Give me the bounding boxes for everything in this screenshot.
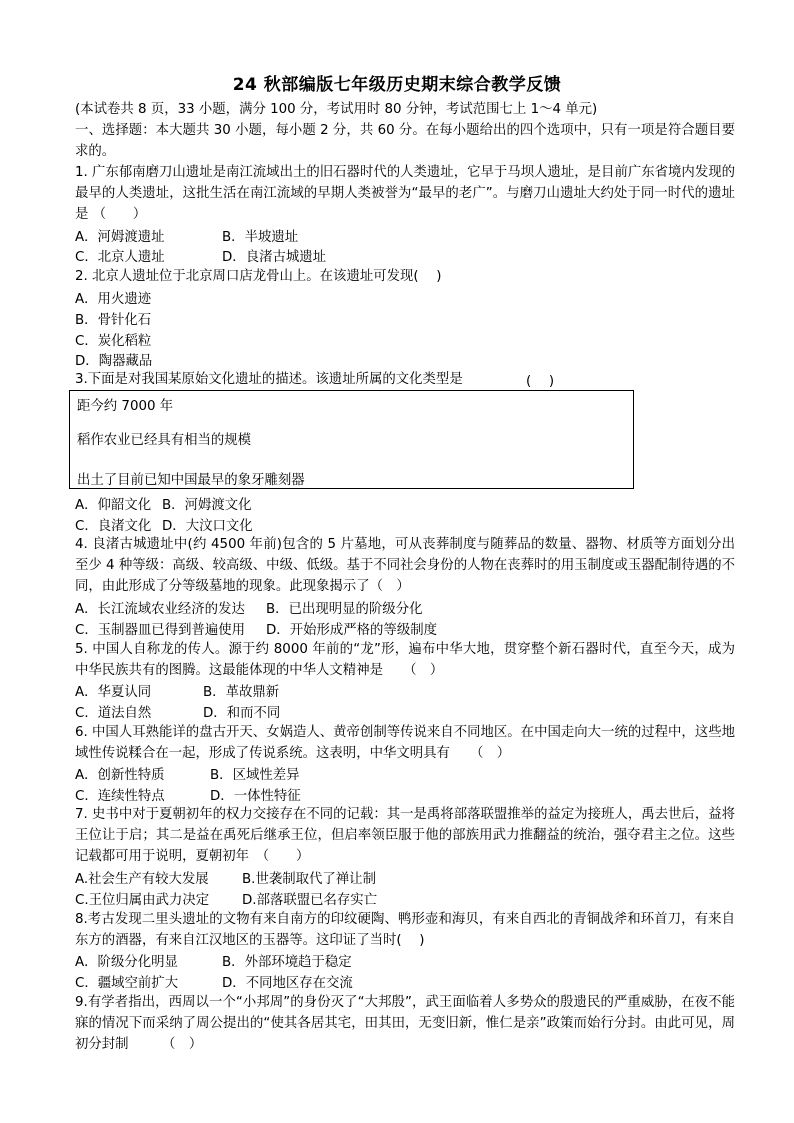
question-5-option-d[interactable]: D．和而不同: [203, 706, 281, 721]
description-line-2: 稻作农业已经具有相当的规模: [77, 433, 252, 448]
question-2-option-c[interactable]: C．炭化稻粒: [75, 334, 152, 349]
question-5-option-c[interactable]: C．道法自然: [75, 706, 152, 721]
question-3-option-a[interactable]: A．仰韶文化: [75, 498, 152, 513]
question-5-option-a[interactable]: A．华夏认同: [75, 685, 152, 700]
question-7-option-b[interactable]: B.世袭制取代了禅让制: [242, 872, 376, 887]
question-2-stem: 2. 北京人遗址位于北京周口店龙骨山上。在该遗址可发现( ): [75, 269, 442, 284]
question-1-option-d[interactable]: D．良渚古城遗址: [222, 250, 327, 265]
question-3-description-box: [69, 390, 634, 489]
question-6-option-c[interactable]: C．连续性特点: [75, 789, 165, 804]
question-3-option-d[interactable]: D．大汶口文化: [162, 519, 253, 534]
question-4-option-c[interactable]: C．玉制器皿已得到普遍使用: [75, 623, 246, 638]
question-1-stem: 1. 广东郁南磨刀山遗址是南江流域出土的旧石器时代的人类遗址，它早于马坝人遗址，是目前广东省境内发现的最早的人类遗址，这批生活在南江流域的早期人类被誉为“最早的老广”。与磨刀山遗址大约处于同一时代的遗址是 （ ）: [75, 165, 735, 222]
description-line-1: 距今约 7000 年: [77, 399, 174, 414]
question-6-option-b[interactable]: B．区域性差异: [210, 768, 300, 783]
question-8-stem: 8.考古发现二里头遗址的文物有来自南方的印纹硬陶、鸭形壶和海贝，有来自西北的青铜战斧和环首刀，有来自东方的酒器，有来自江汉地区的玉器等。这印证了当时( ): [75, 912, 735, 948]
question-2-option-d[interactable]: D．陶器藏品: [75, 354, 153, 369]
question-7-stem: 7. 史书中对于夏朝初年的权力交接存在不同的记载：其一是禹将部落联盟推举的益定为接班人，禹去世后，益将王位让于启；其二是益在禹死后继承王位，但启率领臣服于他的部族用武力推翻益的统治，强夺君主之位。这些记载都可用于说明，夏朝初年 （ ）: [75, 807, 735, 864]
exam-title: 24 秋部编版七年级历史期末综合教学反馈: [232, 75, 562, 95]
question-8-option-b[interactable]: B．外部环境趋于稳定: [222, 955, 352, 970]
question-9-stem: 9.有学者指出，西周以一个“小邦周”的身份灭了“大邦殷”，武王面临着人多势众的殷遗民的严重威胁，在夜不能寐的情况下而采纳了周公提出的“使其各居其宅，田其田，无变旧新，惟仁是亲”政策而始行分封。由此可见，周初分封制 （ ）: [75, 995, 735, 1052]
question-7-option-a[interactable]: A.社会生产有较大发展: [75, 872, 209, 887]
question-8-option-a[interactable]: A．阶级分化明显: [75, 955, 178, 970]
question-4-option-d[interactable]: D．开始形成严格的等级制度: [266, 623, 437, 638]
question-2-option-b[interactable]: B．骨针化石: [75, 313, 152, 328]
question-1-option-b[interactable]: B．半坡遗址: [222, 230, 299, 245]
question-7-option-c[interactable]: C.王位归属由武力决定: [75, 893, 210, 908]
description-line-3: 出土了目前已知中国最早的象牙雕刻器: [77, 473, 305, 488]
question-4-option-a[interactable]: A．长江流域农业经济的发达: [75, 602, 245, 617]
question-6-option-d[interactable]: D．一体性特征: [210, 789, 301, 804]
question-8-option-d[interactable]: D．不同地区存在交流: [222, 976, 353, 991]
question-8-option-c[interactable]: C．疆域空前扩大: [75, 976, 179, 991]
question-5-option-b[interactable]: B．革故鼎新: [203, 685, 280, 700]
question-1-option-c[interactable]: C．北京人遗址: [75, 250, 165, 265]
question-4-option-b[interactable]: B．已出现明显的阶级分化: [266, 602, 423, 617]
question-3-stem: 3.下面是对我国某原始文化遗址的描述。该遗址所属的文化类型是: [75, 372, 463, 387]
section-heading: 一、选择题：本大题共 30 小题，每小题 2 分，共 60 分。在每小题给出的四个选项中，只有一项是符合题目要求的。: [75, 123, 735, 159]
question-7-option-d[interactable]: D.部落联盟已名存实亡: [242, 893, 378, 908]
question-6-stem: 6. 中国人耳熟能详的盘古开天、女娲造人、黄帝创制等传说来自不同地区。在中国走向大一统的过程中，这些地域性传说糅合在一起，形成了传说系统。这表明，中华文明具有 （ ）: [75, 725, 735, 761]
question-3-answer-bracket: ( ): [526, 374, 555, 389]
question-3-option-b[interactable]: B．河姆渡文化: [162, 498, 252, 513]
question-6-option-a[interactable]: A．创新性特质: [75, 768, 165, 783]
exam-info: (本试卷共 8 页，33 小题，满分 100 分，考试用时 80 分钟，考试范围七上 1～4 单元): [75, 102, 598, 117]
question-5-stem: 5. 中国人自称龙的传人。源于约 8000 年前的“龙”形，遍布中华大地，贯穿整个新石器时代，直至今天，成为中华民族共有的图腾。这最能体现的中华人文精神是 （ ）: [75, 642, 735, 678]
question-4-stem: 4. 良渚古城遗址中(约 4500 年前)包含的 5 片墓地，可从丧葬制度与随葬品的数量、器物、材质等方面划分出至少 4 种等级：高级、较高级、中级、低级。基于不同社会身份的人物在丧葬时的用玉制度或玉器配制待遇的不同，由此形成了分等级墓地的现象。此现象揭示了（ ）: [75, 537, 735, 594]
question-3-option-c[interactable]: C．良渚文化: [75, 519, 152, 534]
question-1-option-a[interactable]: A．河姆渡遗址: [75, 230, 165, 245]
question-2-option-a[interactable]: A．用火遗迹: [75, 292, 152, 307]
